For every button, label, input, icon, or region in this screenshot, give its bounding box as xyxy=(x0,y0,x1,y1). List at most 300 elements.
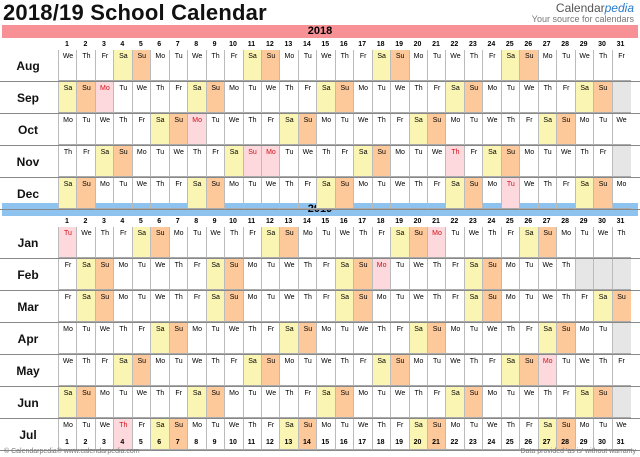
day-number: 18 xyxy=(376,218,385,225)
day-cell: We xyxy=(132,387,151,418)
day-cell: Tu xyxy=(132,259,151,290)
day-cell: Tu xyxy=(593,419,612,450)
day-cell: Mo xyxy=(501,291,520,322)
day-cell: Mo xyxy=(169,227,188,258)
day-cell: Mo xyxy=(261,146,280,177)
day-cell: Mo xyxy=(353,178,372,209)
brand-accent: pedia xyxy=(604,1,634,15)
day-cell: Th xyxy=(279,178,298,209)
day-cell: Tu xyxy=(335,114,354,145)
day-cell: Fr xyxy=(169,178,188,209)
day-number: 23 xyxy=(468,218,477,225)
day-number: 5 xyxy=(138,439,143,446)
day-cell: Sa xyxy=(76,259,95,290)
row-divider xyxy=(0,209,640,210)
day-cell: Th xyxy=(353,227,372,258)
day-cell: Sa xyxy=(243,355,262,386)
day-cell: Mo xyxy=(445,323,464,354)
day-cell: Su xyxy=(206,178,225,209)
day-cell: Tu xyxy=(243,387,262,418)
day-cell: We xyxy=(132,82,151,113)
day-cell: We xyxy=(390,178,409,209)
day-cell: Mo xyxy=(279,355,298,386)
day-cell: We xyxy=(390,82,409,113)
day-cell: We xyxy=(261,178,280,209)
day-cell: Mo xyxy=(150,50,169,81)
day-cell: Fr xyxy=(58,259,77,290)
day-cell: We xyxy=(593,227,612,258)
day-cell: Tu xyxy=(206,323,225,354)
day-number: 21 xyxy=(432,439,440,446)
day-cell: Th xyxy=(556,259,575,290)
day-cell: Th xyxy=(298,259,317,290)
day-cell: Mo xyxy=(482,387,501,418)
day-cell: Mo xyxy=(575,323,594,354)
day-cell: Tu xyxy=(316,227,335,258)
day-cell: Th xyxy=(593,355,612,386)
day-cell: We xyxy=(445,50,464,81)
day-cell: Fr xyxy=(298,82,317,113)
day-cell: Fr xyxy=(556,387,575,418)
day-cell: Su xyxy=(390,50,409,81)
day-number: 18 xyxy=(376,439,385,446)
day-cell: Tu xyxy=(538,146,557,177)
day-number: 25 xyxy=(505,41,514,48)
day-number: 6 xyxy=(157,218,162,225)
day-cell: Mo xyxy=(113,291,132,322)
day-cell: Th xyxy=(243,114,262,145)
day-cell: Mo xyxy=(95,178,114,209)
day-cell: Sa xyxy=(390,227,409,258)
day-cell: Mo xyxy=(409,355,428,386)
day-cell: We xyxy=(169,146,188,177)
month-label-jan: Jan xyxy=(17,236,39,250)
day-number: 1 xyxy=(65,218,69,225)
day-cell: Mo xyxy=(58,419,77,450)
day-cell: Mo xyxy=(445,114,464,145)
day-cell: Tu xyxy=(464,114,483,145)
day-number: 30 xyxy=(598,439,606,446)
day-cell: Th xyxy=(482,227,501,258)
day-cell: Sa xyxy=(150,323,169,354)
day-number: 4 xyxy=(120,218,125,225)
day-number: 29 xyxy=(579,439,588,446)
day-number: 17 xyxy=(358,41,367,48)
day-cell: We xyxy=(335,227,354,258)
day-cell: We xyxy=(279,291,298,322)
day-cell: Sa xyxy=(409,323,428,354)
day-cell: Mo xyxy=(538,50,557,81)
day-cell: Fr xyxy=(58,291,77,322)
day-cell: Tu xyxy=(206,114,225,145)
day-cell: Su xyxy=(390,355,409,386)
day-number: 5 xyxy=(138,41,143,48)
day-cell: We xyxy=(132,178,151,209)
day-cell: Tu xyxy=(76,419,95,450)
day-number: 9 xyxy=(212,439,217,446)
day-number: 16 xyxy=(339,41,348,48)
day-cell: Tu xyxy=(335,419,354,450)
day-number: 8 xyxy=(194,439,199,446)
day-cell: Su xyxy=(427,323,446,354)
day-cell: Fr xyxy=(95,355,114,386)
day-cell: Sa xyxy=(335,259,354,290)
day-cell: Sa xyxy=(372,355,391,386)
brand-name: Calendar xyxy=(555,1,605,15)
month-label-feb: Feb xyxy=(17,268,39,282)
day-cell: Su xyxy=(206,82,225,113)
day-cell: Mo xyxy=(132,146,151,177)
day-cell: Su xyxy=(169,419,188,450)
day-number: 15 xyxy=(321,218,330,225)
day-cell: Sa xyxy=(132,227,151,258)
day-cell: Sa xyxy=(316,82,335,113)
day-number: 11 xyxy=(247,41,256,48)
day-cell: We xyxy=(612,419,631,450)
month-label-oct: Oct xyxy=(17,123,38,137)
day-cell: Su xyxy=(501,146,520,177)
day-cell: Tu xyxy=(519,291,538,322)
empty-day-cell xyxy=(612,146,631,177)
day-cell: Su xyxy=(150,227,169,258)
day-number: 19 xyxy=(395,218,403,225)
day-cell: We xyxy=(353,323,372,354)
day-cell: Tu xyxy=(575,227,594,258)
day-cell: Mo xyxy=(298,227,317,258)
day-cell: Mo xyxy=(409,50,428,81)
day-cell: Su xyxy=(482,291,501,322)
day-cell: Su xyxy=(132,355,151,386)
day-cell: Sa xyxy=(409,114,428,145)
day-cell: Sa xyxy=(58,387,77,418)
day-cell: Sa xyxy=(150,419,169,450)
year-bar-2018: 2018 xyxy=(2,25,638,38)
day-number: 17 xyxy=(358,218,367,225)
day-number: 9 xyxy=(212,41,217,48)
day-number: 3 xyxy=(101,218,106,225)
day-cell: Sa xyxy=(593,291,612,322)
day-cell: Fr xyxy=(390,419,409,450)
day-cell: Fr xyxy=(519,419,538,450)
day-cell: Su xyxy=(427,419,446,450)
day-cell: Fr xyxy=(482,50,501,81)
day-cell: Sa xyxy=(95,146,114,177)
day-cell: Sa xyxy=(224,146,243,177)
day-cell: Th xyxy=(76,355,95,386)
day-cell: Su xyxy=(409,227,428,258)
day-cell: We xyxy=(206,227,225,258)
day-cell: Su xyxy=(353,291,372,322)
day-number: 22 xyxy=(450,41,459,48)
day-cell: Su xyxy=(464,82,483,113)
day-cell: We xyxy=(353,114,372,145)
day-cell: We xyxy=(224,323,243,354)
day-cell: Fr xyxy=(519,114,538,145)
day-cell: Su xyxy=(95,259,114,290)
day-cell: Th xyxy=(335,50,354,81)
day-cell: Mo xyxy=(575,419,594,450)
day-cell: Tu xyxy=(372,178,391,209)
brand-logo xyxy=(532,1,634,24)
day-cell: Sa xyxy=(335,291,354,322)
day-cell: We xyxy=(150,259,169,290)
day-number: 14 xyxy=(302,218,311,225)
month-label-jun: Jun xyxy=(17,396,39,410)
day-number: 27 xyxy=(542,218,551,225)
day-cell: Fr xyxy=(445,259,464,290)
day-cell: Tu xyxy=(501,82,520,113)
day-number: 20 xyxy=(413,439,422,446)
day-cell: We xyxy=(76,227,95,258)
page-title: 2018/19 School Calendar xyxy=(3,0,267,25)
day-cell: Su xyxy=(556,419,575,450)
empty-day-cell xyxy=(593,259,612,290)
day-number: 4 xyxy=(120,41,125,48)
day-number: 31 xyxy=(616,218,625,225)
day-cell: Tu xyxy=(279,146,298,177)
day-cell: Th xyxy=(538,82,557,113)
day-cell: We xyxy=(575,50,594,81)
day-cell: Mo xyxy=(538,355,557,386)
day-cell: Sa xyxy=(445,387,464,418)
day-cell: Fr xyxy=(187,259,206,290)
day-number: 3 xyxy=(101,439,106,446)
day-number: 15 xyxy=(321,41,330,48)
day-cell: Tu xyxy=(372,82,391,113)
day-number: 2 xyxy=(83,439,88,446)
day-number: 29 xyxy=(579,41,588,48)
day-cell: Th xyxy=(150,387,169,418)
day-cell: Fr xyxy=(187,291,206,322)
day-number: 15 xyxy=(321,439,330,446)
day-cell: Mo xyxy=(58,114,77,145)
day-number: 12 xyxy=(266,41,274,48)
day-cell: Th xyxy=(427,259,446,290)
day-cell: Tu xyxy=(372,387,391,418)
day-cell: We xyxy=(95,114,114,145)
day-cell: Su xyxy=(76,82,95,113)
day-number: 26 xyxy=(524,41,533,48)
day-cell: Tu xyxy=(427,50,446,81)
day-number: 16 xyxy=(339,439,348,446)
day-cell: Th xyxy=(279,387,298,418)
day-number: 29 xyxy=(579,218,588,225)
day-cell: Sa xyxy=(187,178,206,209)
day-cell: Sa xyxy=(409,419,428,450)
day-cell: Sa xyxy=(76,291,95,322)
day-cell: We xyxy=(538,291,557,322)
day-cell: We xyxy=(353,419,372,450)
day-cell: Fr xyxy=(445,291,464,322)
day-cell: Th xyxy=(150,82,169,113)
day-cell: Fr xyxy=(501,227,520,258)
day-cell: Mo xyxy=(187,419,206,450)
day-number: 23 xyxy=(468,41,477,48)
day-cell: Sa xyxy=(464,259,483,290)
day-cell: Su xyxy=(298,323,317,354)
day-cell: Tu xyxy=(519,259,538,290)
day-number: 25 xyxy=(505,218,514,225)
day-cell: Th xyxy=(409,387,428,418)
day-cell: We xyxy=(224,114,243,145)
day-cell: We xyxy=(298,146,317,177)
day-cell: Tu xyxy=(593,323,612,354)
day-cell: Su xyxy=(372,146,391,177)
day-cell: Mo xyxy=(316,419,335,450)
day-cell: Su xyxy=(353,259,372,290)
day-cell: Th xyxy=(113,323,132,354)
day-cell: Fr xyxy=(612,355,631,386)
day-cell: Sa xyxy=(575,387,594,418)
day-cell: Fr xyxy=(427,178,446,209)
day-cell: Mo xyxy=(187,114,206,145)
day-cell: Su xyxy=(76,178,95,209)
day-cell: We xyxy=(482,323,501,354)
day-cell: Th xyxy=(501,419,520,450)
day-cell: Sa xyxy=(58,178,77,209)
day-cell: Fr xyxy=(169,82,188,113)
day-number: 12 xyxy=(266,218,274,225)
day-cell: Tu xyxy=(206,419,225,450)
day-cell: Tu xyxy=(169,50,188,81)
day-cell: Su xyxy=(464,387,483,418)
day-cell: Su xyxy=(519,355,538,386)
day-cell: Sa xyxy=(113,355,132,386)
month-label-jul: Jul xyxy=(19,428,37,442)
day-cell: Th xyxy=(501,114,520,145)
day-cell: Mo xyxy=(187,323,206,354)
footer-disclaimer: Data provided 'as is' without warranty xyxy=(520,448,636,455)
day-number: 18 xyxy=(376,41,385,48)
day-cell: Th xyxy=(538,178,557,209)
day-cell: Th xyxy=(113,419,132,450)
day-cell: Mo xyxy=(353,82,372,113)
day-cell: We xyxy=(187,355,206,386)
day-cell: Tu xyxy=(298,50,317,81)
day-cell: Tu xyxy=(445,227,464,258)
day-cell: Fr xyxy=(95,50,114,81)
day-cell: Th xyxy=(593,50,612,81)
month-label-may: May xyxy=(16,364,40,378)
day-number: 28 xyxy=(561,439,570,446)
day-number: 31 xyxy=(616,41,625,48)
empty-day-cell xyxy=(612,82,631,113)
day-cell: We xyxy=(575,355,594,386)
day-number: 13 xyxy=(284,218,293,225)
day-cell: Sa xyxy=(206,291,225,322)
day-number: 31 xyxy=(616,439,625,446)
day-cell: Su xyxy=(243,146,262,177)
day-cell: Su xyxy=(556,323,575,354)
day-cell: Su xyxy=(612,291,631,322)
day-number: 12 xyxy=(266,439,274,446)
day-cell: Sa xyxy=(279,114,298,145)
day-cell: Th xyxy=(113,114,132,145)
day-cell: Fr xyxy=(353,355,372,386)
day-cell: Mo xyxy=(445,419,464,450)
day-cell: Fr xyxy=(593,146,612,177)
day-cell: Tu xyxy=(113,387,132,418)
day-cell: Fr xyxy=(206,146,225,177)
day-cell: Sa xyxy=(150,114,169,145)
day-cell: Sa xyxy=(372,50,391,81)
day-cell: Fr xyxy=(243,227,262,258)
day-cell: We xyxy=(390,387,409,418)
day-cell: Th xyxy=(612,227,631,258)
day-cell: Su xyxy=(132,50,151,81)
day-cell: We xyxy=(445,355,464,386)
footer-copyright: © Calendarpedia® www.calendarpedia.com xyxy=(4,448,140,455)
day-cell: Sa xyxy=(538,323,557,354)
day-cell: Tu xyxy=(556,50,575,81)
day-cell: Su xyxy=(298,419,317,450)
day-number: 20 xyxy=(413,218,422,225)
day-cell: Sa xyxy=(316,178,335,209)
day-number: 10 xyxy=(229,218,237,225)
day-number: 19 xyxy=(395,41,403,48)
day-cell: Th xyxy=(206,355,225,386)
day-cell: Th xyxy=(538,387,557,418)
day-cell: Sa xyxy=(575,82,594,113)
month-label-aug: Aug xyxy=(16,59,40,73)
day-cell: Fr xyxy=(575,291,594,322)
day-number: 25 xyxy=(505,439,514,446)
month-label-sep: Sep xyxy=(16,91,39,105)
day-cell: Tu xyxy=(261,291,280,322)
day-cell: Fr xyxy=(612,50,631,81)
day-cell: Th xyxy=(58,146,77,177)
day-cell: Tu xyxy=(593,114,612,145)
day-cell: We xyxy=(316,50,335,81)
day-cell: Sa xyxy=(261,227,280,258)
day-cell: We xyxy=(427,146,446,177)
day-cell: Tu xyxy=(427,355,446,386)
day-cell: Su xyxy=(335,178,354,209)
day-cell: Mo xyxy=(519,146,538,177)
day-number: 14 xyxy=(302,41,311,48)
day-cell: Su xyxy=(482,259,501,290)
day-cell: Th xyxy=(279,82,298,113)
day-cell: Mo xyxy=(243,259,262,290)
day-cell: Tu xyxy=(390,259,409,290)
day-cell: Sa xyxy=(279,323,298,354)
day-cell: Mo xyxy=(113,259,132,290)
day-cell: We xyxy=(519,387,538,418)
day-cell: Tu xyxy=(132,291,151,322)
day-number: 13 xyxy=(284,41,293,48)
day-cell: Su xyxy=(427,114,446,145)
day-cell: Su xyxy=(169,114,188,145)
day-cell: Mo xyxy=(390,146,409,177)
day-cell: Mo xyxy=(501,259,520,290)
day-cell: Sa xyxy=(187,82,206,113)
day-number: 6 xyxy=(157,41,162,48)
day-cell: Sa xyxy=(187,387,206,418)
day-cell: Tu xyxy=(464,419,483,450)
day-number: 10 xyxy=(229,439,237,446)
day-cell: We xyxy=(519,82,538,113)
day-cell: Fr xyxy=(372,227,391,258)
day-cell: Th xyxy=(501,323,520,354)
day-cell: Mo xyxy=(372,291,391,322)
day-cell: Mo xyxy=(427,227,446,258)
day-cell: Fr xyxy=(316,291,335,322)
day-cell: Fr xyxy=(224,355,243,386)
day-cell: Tu xyxy=(501,387,520,418)
day-cell: We xyxy=(224,419,243,450)
day-cell: Th xyxy=(169,259,188,290)
day-cell: We xyxy=(556,146,575,177)
